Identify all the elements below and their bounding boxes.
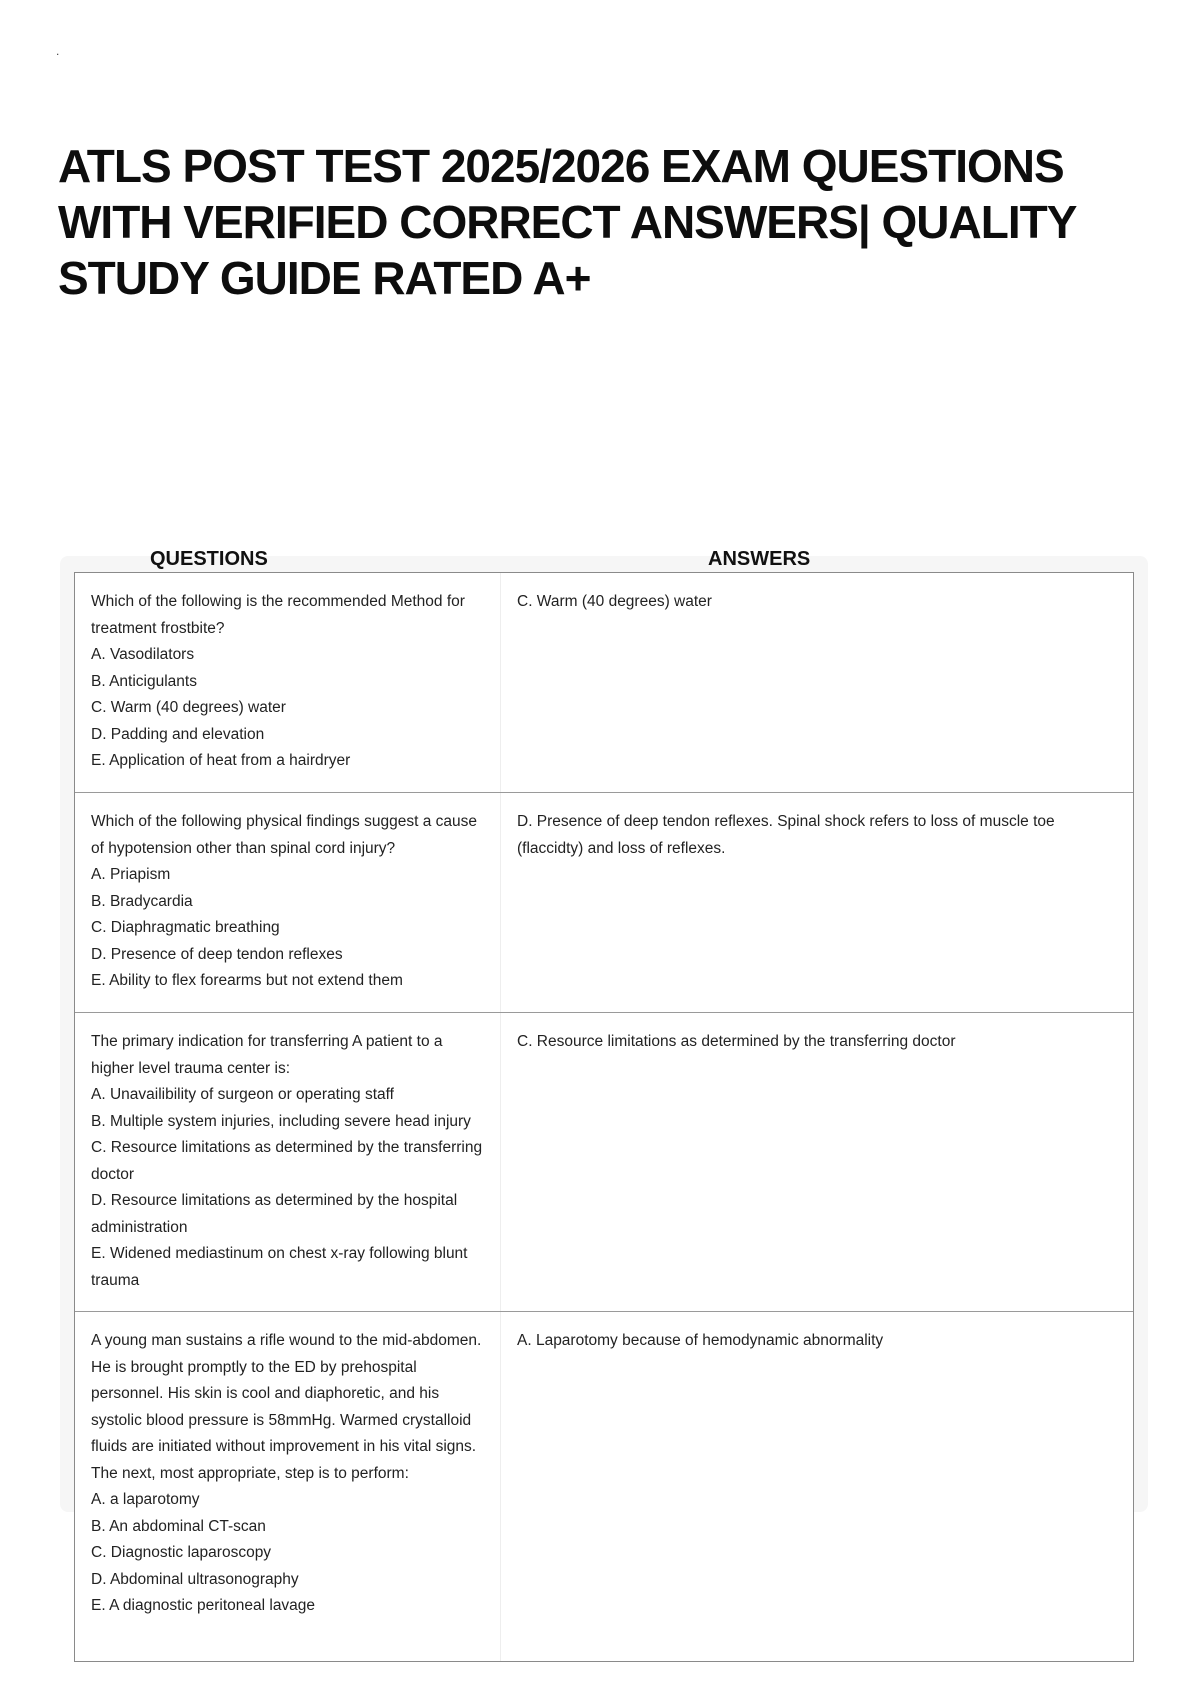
- option-b: B. Bradycardia: [91, 892, 193, 910]
- answer-cell: A. Laparotomy because of hemodynamic abnormality: [517, 1332, 884, 1349]
- option-a: A. a laparotomy: [91, 1491, 200, 1508]
- option-e: E. A diagnostic peritoneal lavage: [91, 1597, 316, 1614]
- question-cell: [75, 1312, 501, 1661]
- option-e: E. Application of heat from a hairdryer: [91, 752, 351, 769]
- answers-header: ANSWERS: [708, 548, 811, 570]
- answer-cell: C. Resource limitations as determined by the transferring doctor: [517, 1033, 956, 1050]
- table-header: [74, 548, 1134, 572]
- option-d: D. Abdominal ultrasonography: [91, 1570, 299, 1588]
- table-row: [75, 573, 1133, 792]
- table-row: [75, 1012, 1133, 1311]
- answer-cell: D. Presence of deep tendon reflexes. Spinal shock refers to loss of muscle toe (flaccidty) and loss of reflexes.: [517, 813, 1055, 857]
- stray-dot-mark: .: [56, 44, 60, 58]
- option-b: B. An abdominal CT-scan: [91, 1517, 266, 1535]
- question-cell: [75, 573, 501, 792]
- option-a: A. Unavailibility of surgeon or operating staff: [91, 1086, 394, 1103]
- question-cell: [75, 793, 501, 1012]
- option-d: D. Presence of deep tendon reflexes: [91, 945, 343, 963]
- table-body: [74, 572, 1134, 1662]
- table-row: [75, 1311, 1133, 1661]
- question-cell: [75, 1013, 501, 1311]
- option-d: D. Padding and elevation: [91, 725, 265, 743]
- option-c: C. Warm (40 degrees) water: [91, 699, 286, 716]
- qa-table: [74, 548, 1134, 1662]
- option-c: C. Diagnostic laparoscopy: [91, 1544, 272, 1561]
- question-text: A young man sustains a rifle wound to the mid-abdomen. He is brought promptly to the ED by prehospital personnel. His skin is cool and diaphoretic, and his systolic blood pressure is 58mmHg. Warmed crystalloid fluids are initiated without improvement in his vital signs. The next, most appropriate, step is to perform:: [91, 1332, 482, 1482]
- option-a: A. Priapism: [91, 866, 171, 883]
- option-e: E. Widened mediastinum on chest x-ray following blunt trauma: [91, 1245, 468, 1289]
- document-title: ATLS POST TEST 2025/2026 EXAM QUESTIONS WITH VERIFIED CORRECT ANSWERS| QUALITY STUDY GUIDE RATED A+: [58, 140, 1076, 304]
- questions-header: QUESTIONS: [150, 548, 268, 570]
- option-e: E. Ability to flex forearms but not extend them: [91, 972, 403, 989]
- option-c: C. Resource limitations as determined by the transferring doctor: [91, 1139, 483, 1183]
- option-a: A. Vasodilators: [91, 646, 195, 663]
- option-b: B. Multiple system injuries, including severe head injury: [91, 1112, 471, 1130]
- question-text: Which of the following is the recommended Method for treatment frostbite?: [91, 593, 465, 637]
- option-b: B. Anticigulants: [91, 672, 197, 690]
- answer-cell: C. Warm (40 degrees) water: [517, 593, 712, 610]
- option-d: D. Resource limitations as determined by the hospital administration: [91, 1192, 458, 1236]
- option-c: C. Diaphragmatic breathing: [91, 919, 280, 936]
- question-text: Which of the following physical findings suggest a cause of hypotension other than spinal cord injury?: [91, 813, 477, 857]
- table-row: [75, 792, 1133, 1012]
- question-text: The primary indication for transferring A patient to a higher level trauma center is:: [91, 1033, 443, 1077]
